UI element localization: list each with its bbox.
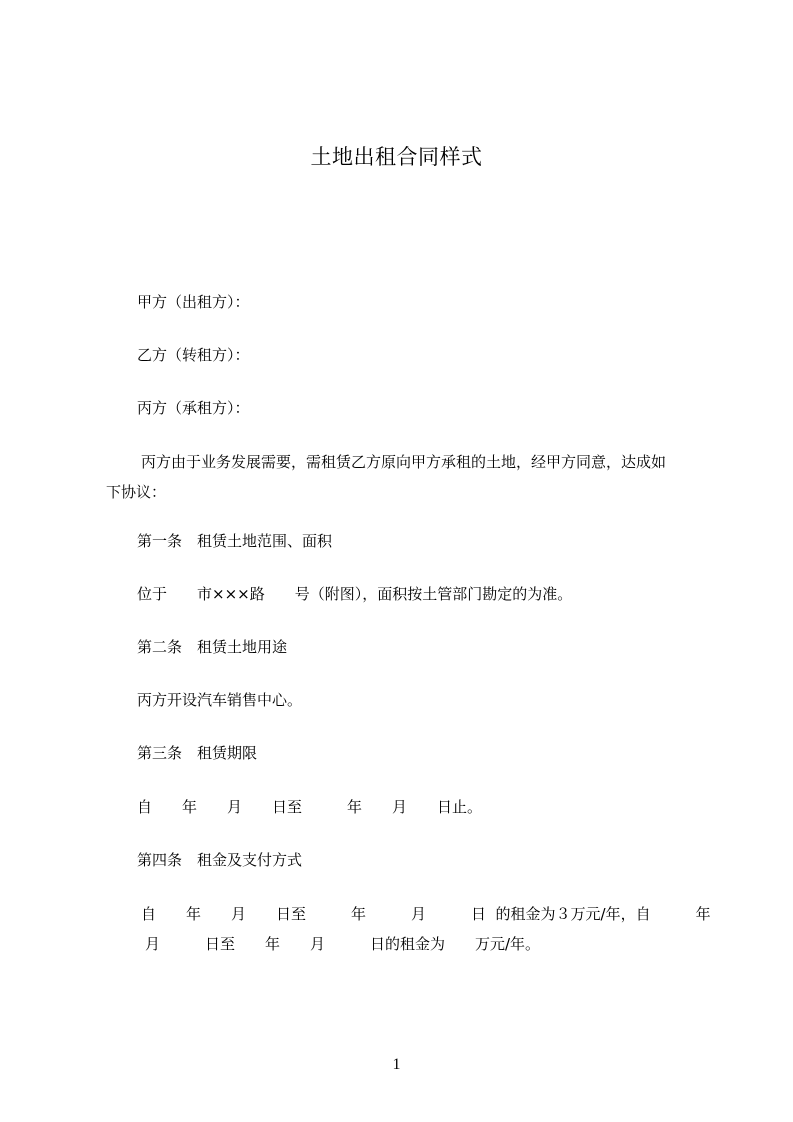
article-4-line-2: 月 日至 年 月 日的租金为 万元/年。 [145, 935, 541, 953]
article-4-paragraph [137, 899, 711, 959]
article-4-heading: 第四条 租金及支付方式 [137, 851, 303, 869]
party-c-line: 丙方（承租方）： [137, 399, 250, 417]
article-2-heading: 第二条 租赁土地用途 [137, 638, 288, 656]
article-3-text: 自 年 月 日至 年 月 日止。 [137, 798, 483, 816]
article-4-line-1: 自 年 月 日至 年 月 日 的租金为３万元/年，自 年 [141, 905, 711, 923]
intro-line-1: 丙方由于业务发展需要，需租赁乙方原向甲方承租的土地，经甲方同意，达成如 [141, 453, 667, 471]
party-b-line: 乙方（转租方）： [137, 346, 250, 364]
article-1-text: 位于 市×××路 号（附图），面积按土管部门勘定的为准。 [137, 585, 573, 603]
intro-paragraph [106, 447, 707, 507]
page-number: 1 [392, 1056, 401, 1073]
article-1-heading: 第一条 租赁土地范围、面积 [137, 532, 333, 550]
document-title: 土地出租合同样式 [310, 145, 483, 169]
party-a-line: 甲方（出租方）： [137, 293, 250, 311]
article-2-text: 丙方开设汽车销售中心。 [137, 691, 303, 709]
intro-line-2: 下协议： [106, 483, 167, 501]
article-3-heading: 第三条 租赁期限 [137, 744, 258, 762]
